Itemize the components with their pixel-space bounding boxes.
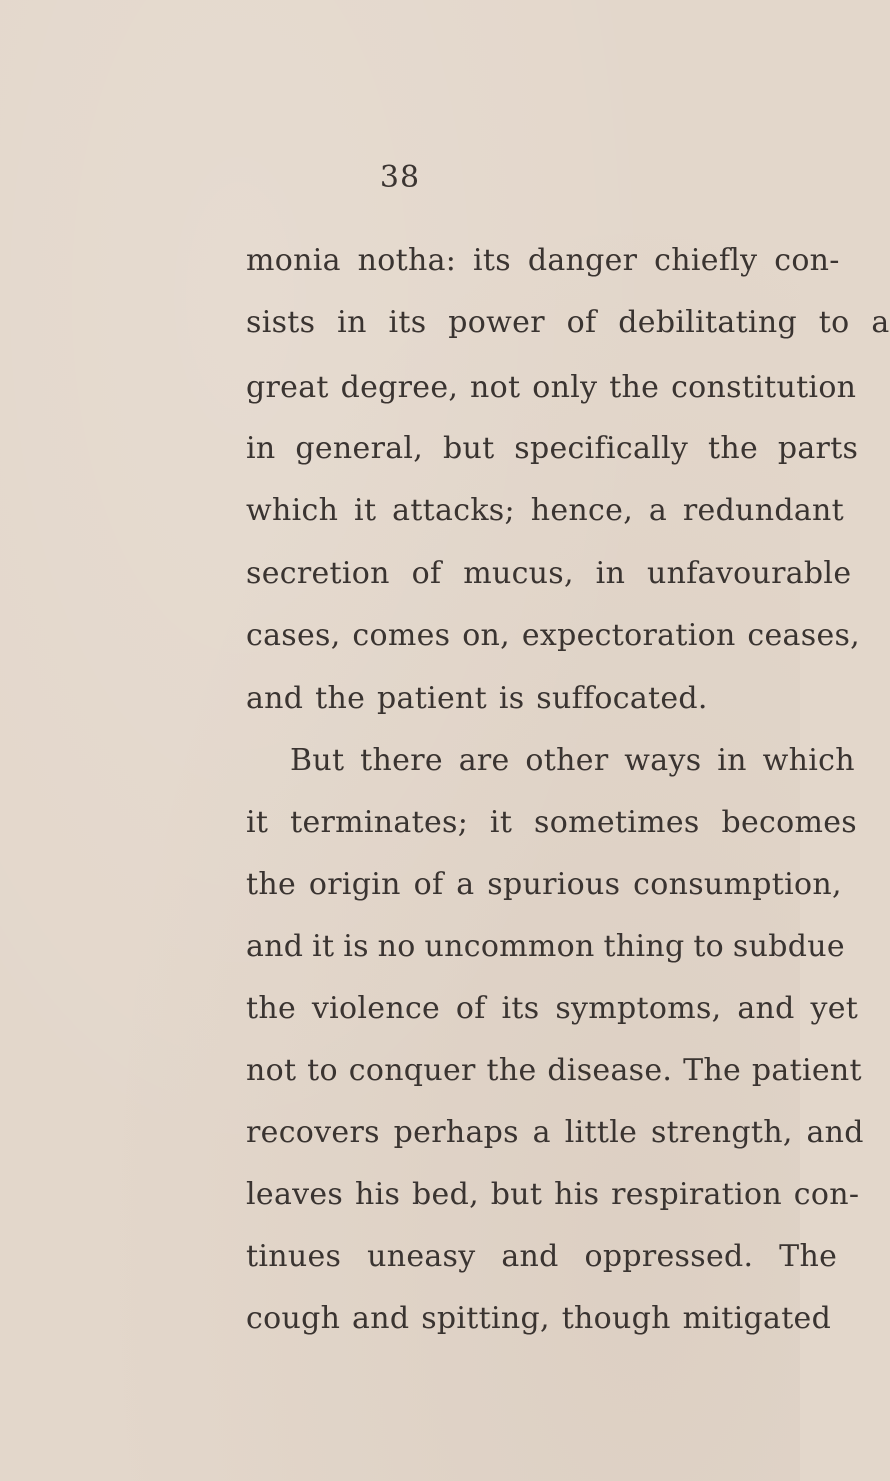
text-line: it terminates; it sometimes becomes — [246, 805, 857, 840]
text-line: great degree, not only the constitution — [246, 370, 857, 405]
text-line: cases, comes on, expectoration ceases, — [246, 618, 861, 653]
text-line: the violence of its symptoms, and yet — [246, 991, 859, 1026]
paragraph-start-line: But there are other ways in which — [290, 743, 855, 778]
text-line: and it is no uncommon thing to subdue — [246, 929, 845, 964]
text-line: cough and spitting, though mitigated — [246, 1301, 832, 1336]
text-line: the origin of a spurious consumption, — [246, 867, 842, 902]
text-line: tinues uneasy and oppressed. The — [246, 1239, 838, 1274]
text-line: in general, but specifically the parts — [246, 431, 859, 466]
text-line: and the patient is suffocated. — [246, 681, 708, 716]
text-line: recovers perhaps a little strength, and — [246, 1115, 864, 1150]
page-number: 38 — [379, 160, 421, 195]
text-line: secretion of mucus, in unfavourable — [246, 556, 852, 591]
text-line: sists in its power of debilitating to a — [246, 305, 890, 340]
text-line: leaves his bed, but his respiration con- — [246, 1177, 860, 1212]
text-line: not to conquer the disease. The patient — [246, 1053, 862, 1088]
text-line: which it attacks; hence, a redundant — [246, 493, 844, 528]
text-line: monia notha: its danger chiefly con- — [246, 243, 840, 278]
